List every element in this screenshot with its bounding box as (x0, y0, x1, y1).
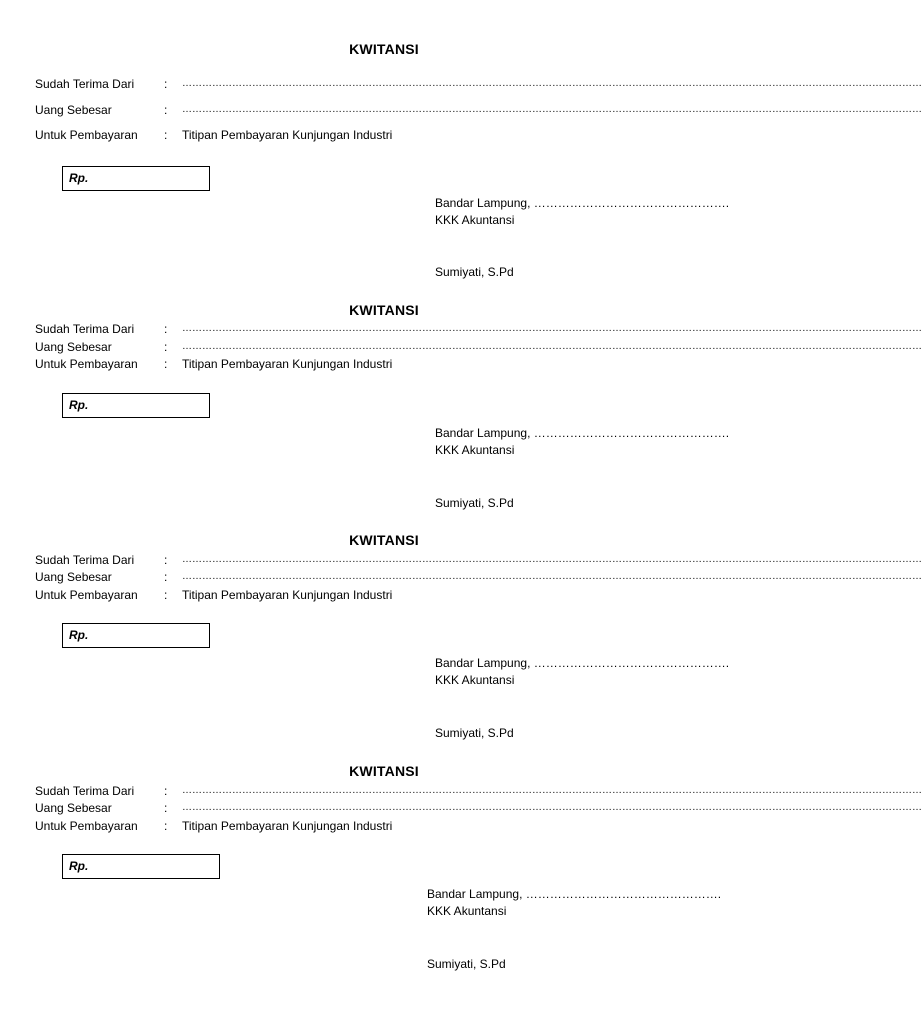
payment-for-value: Titipan Pembayaran Kunjungan Industri (182, 357, 393, 371)
place-date: Bandar Lampung, …………………………………………. (435, 426, 730, 440)
receipt-title: KWITANSI (349, 763, 419, 779)
received-from-label: Sudah Terima Dari (35, 322, 135, 336)
department: KKK Akuntansi (435, 673, 515, 687)
signer-name: Sumiyati, S.Pd (427, 957, 506, 971)
colon: : (164, 553, 168, 567)
colon: : (164, 322, 168, 336)
amount-words-label: Uang Sebesar (35, 801, 112, 815)
receipt-title: KWITANSI (349, 532, 419, 548)
payment-for-label: Untuk Pembayaran (35, 588, 138, 602)
amount-words-field[interactable]: …………………………………………………………………………………………………………………………………………………………………………………………………… (182, 802, 922, 813)
receipt-title: KWITANSI (349, 302, 419, 318)
amount-words-field[interactable]: …………………………………………………………………………………………………………………………………………………………………………………………………… (182, 341, 922, 352)
signer-name: Sumiyati, S.Pd (435, 496, 514, 510)
signer-name: Sumiyati, S.Pd (435, 726, 514, 740)
rp-label: Rp. (69, 628, 89, 642)
department: KKK Akuntansi (427, 904, 507, 918)
received-from-label: Sudah Terima Dari (35, 553, 135, 567)
rp-amount-box[interactable] (62, 854, 220, 879)
colon: : (164, 103, 168, 117)
colon: : (164, 588, 168, 602)
signature-block (435, 655, 729, 689)
received-from-field[interactable]: …………………………………………………………………………………………………………………………………………………………………………………………………… (182, 323, 922, 334)
signature-block (435, 425, 729, 459)
received-from-label: Sudah Terima Dari (35, 784, 135, 798)
amount-words-label: Uang Sebesar (35, 340, 112, 354)
rp-amount-box[interactable] (62, 623, 210, 648)
rp-label: Rp. (69, 171, 89, 185)
receipt-title: KWITANSI (349, 41, 419, 57)
place-date: Bandar Lampung, …………………………………………. (435, 656, 730, 670)
payment-for-value: Titipan Pembayaran Kunjungan Industri (182, 128, 393, 142)
received-from-label: Sudah Terima Dari (35, 77, 135, 91)
colon: : (164, 128, 168, 142)
colon: : (164, 801, 168, 815)
colon: : (164, 819, 168, 833)
colon: : (164, 77, 168, 91)
rp-amount-box[interactable] (62, 393, 210, 418)
rp-label: Rp. (69, 398, 89, 412)
department: KKK Akuntansi (435, 213, 515, 227)
received-from-field[interactable]: …………………………………………………………………………………………………………………………………………………………………………………………………… (182, 785, 922, 796)
amount-words-field[interactable]: …………………………………………………………………………………………………………………………………………………………………………………………………… (182, 571, 922, 582)
amount-words-label: Uang Sebesar (35, 103, 112, 117)
place-date: Bandar Lampung, …………………………………………. (427, 887, 722, 901)
payment-for-label: Untuk Pembayaran (35, 357, 138, 371)
signer-name: Sumiyati, S.Pd (435, 265, 514, 279)
colon: : (164, 784, 168, 798)
amount-words-label: Uang Sebesar (35, 570, 112, 584)
amount-words-field[interactable]: …………………………………………………………………………………………………………………………………………………………………………………………………… (182, 104, 922, 115)
colon: : (164, 357, 168, 371)
place-date: Bandar Lampung, …………………………………………. (435, 196, 730, 210)
signature-block (427, 886, 721, 920)
department: KKK Akuntansi (435, 443, 515, 457)
colon: : (164, 570, 168, 584)
received-from-field[interactable]: …………………………………………………………………………………………………………………………………………………………………………………………………… (182, 554, 922, 565)
payment-for-value: Titipan Pembayaran Kunjungan Industri (182, 819, 393, 833)
rp-label: Rp. (69, 859, 89, 873)
colon: : (164, 340, 168, 354)
payment-for-label: Untuk Pembayaran (35, 128, 138, 142)
payment-for-value: Titipan Pembayaran Kunjungan Industri (182, 588, 393, 602)
payment-for-label: Untuk Pembayaran (35, 819, 138, 833)
received-from-field[interactable]: …………………………………………………………………………………………………………………………………………………………………………………………………… (182, 78, 922, 89)
